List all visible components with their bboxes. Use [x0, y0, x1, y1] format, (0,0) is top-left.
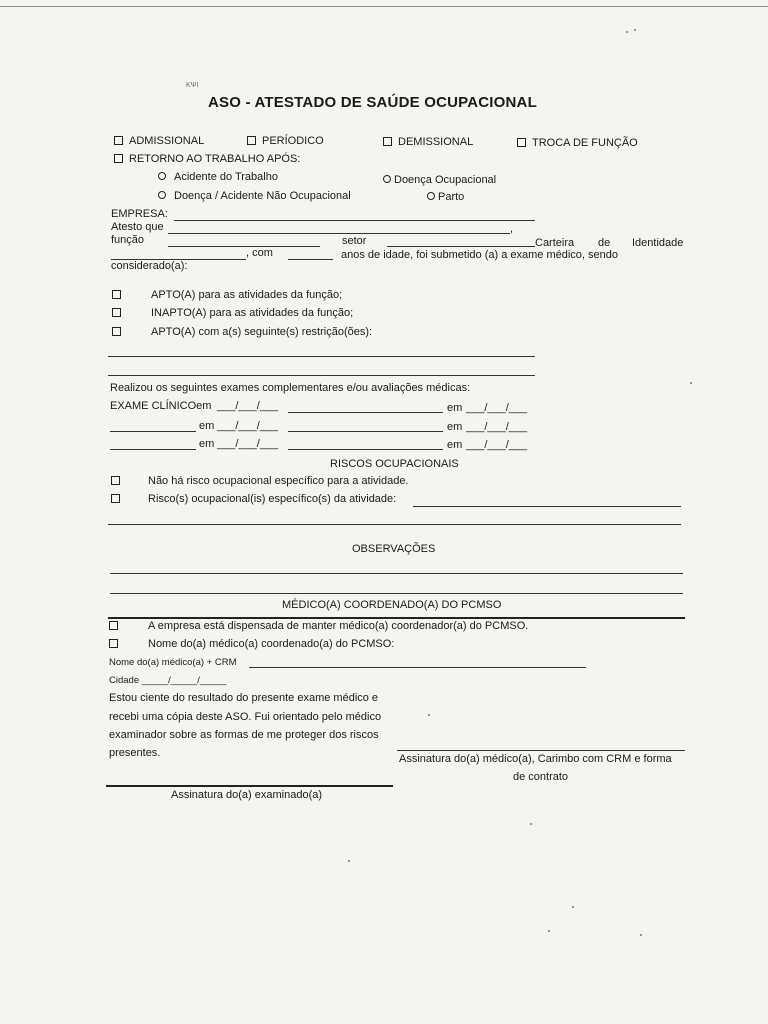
scan-speck	[348, 860, 350, 862]
option-label: INAPTO(A) para as atividades da função;	[151, 307, 354, 319]
option-label: Doença / Acidente Não Ocupacional	[174, 190, 351, 202]
em-label: em	[199, 420, 215, 432]
option-troca-funcao[interactable]	[517, 137, 638, 149]
atesto-field[interactable]	[168, 233, 510, 234]
scan-speck	[634, 29, 636, 31]
radio-icon	[158, 191, 166, 199]
observacoes-heading: OBSERVAÇÕES	[352, 543, 436, 555]
exame-date[interactable]: ___/___/___	[217, 420, 279, 432]
declaration-line-1: Estou ciente do resultado do presente exame médico e	[109, 692, 379, 704]
exame-clinico-label: EXAME CLÍNICOem	[110, 400, 212, 412]
exame-name-field[interactable]	[288, 431, 443, 432]
checkbox-icon	[111, 476, 120, 485]
radio-icon	[383, 175, 391, 183]
option-apto[interactable]	[112, 289, 342, 301]
checkbox-icon	[109, 621, 118, 630]
signature-medico-label-1: Assinatura do(a) médico(a), Carimbo com CRM e forma	[399, 753, 672, 765]
option-nome-coordenador[interactable]	[109, 638, 394, 650]
option-label: DEMISSIONAL	[398, 136, 474, 148]
checkbox-icon	[114, 136, 123, 145]
riscos-field[interactable]	[413, 506, 681, 507]
exame-date[interactable]: ___/___/___	[466, 402, 528, 414]
exames-intro: Realizou os seguintes exames complementares e/ou avaliações médicas:	[110, 382, 471, 394]
identidade-label: Identidade	[632, 237, 684, 249]
option-doenca-ocupacional[interactable]	[383, 174, 496, 186]
idade-field[interactable]	[288, 259, 333, 260]
option-label: ADMISSIONAL	[129, 135, 205, 147]
option-label: Não há risco ocupacional específico para a atividade.	[148, 475, 409, 487]
exame-name-field[interactable]	[110, 431, 196, 432]
checkbox-icon	[114, 154, 123, 163]
scan-speck	[428, 714, 430, 716]
radio-icon	[158, 172, 166, 180]
funcao-label: função	[111, 234, 145, 246]
declaration-line-4: presentes.	[109, 747, 161, 759]
option-admissional[interactable]	[114, 135, 204, 147]
option-label: Parto	[438, 191, 465, 203]
nome-crm-field[interactable]	[249, 667, 586, 668]
option-inapto[interactable]	[112, 307, 353, 319]
observacoes-line-1[interactable]	[110, 573, 683, 574]
exame-clinico-date[interactable]: ___/___/___	[217, 400, 279, 412]
riscos-line-2[interactable]	[108, 524, 681, 525]
option-doenca-nao-ocupacional[interactable]	[158, 190, 351, 202]
riscos-heading: RISCOS OCUPACIONAIS	[330, 458, 459, 470]
option-label: A empresa está dispensada de manter médico(a) coordenador(a) do PCMSO.	[148, 620, 529, 632]
em-label: em	[447, 421, 463, 433]
option-label: TROCA DE FUNÇÃO	[532, 137, 638, 149]
signature-examinado-label: Assinatura do(a) examinado(a)	[171, 789, 323, 801]
option-label: RETORNO AO TRABALHO APÓS:	[129, 153, 301, 165]
radio-icon	[427, 192, 435, 200]
scan-speck	[626, 31, 628, 33]
option-label: PERÍODICO	[262, 135, 324, 147]
observacoes-line-2[interactable]	[110, 593, 683, 594]
setor-field[interactable]	[387, 246, 535, 247]
scan-top-edge	[0, 6, 768, 7]
signature-examinado-line[interactable]	[106, 785, 393, 787]
checkbox-icon	[111, 494, 120, 503]
exame-name-field[interactable]	[288, 449, 443, 450]
scan-speck	[530, 823, 532, 825]
option-demissional[interactable]	[383, 136, 473, 148]
checkbox-icon	[383, 137, 392, 146]
restricao-line-2[interactable]	[108, 375, 535, 376]
scan-speck	[690, 382, 692, 384]
option-label: Nome do(a) médico(a) coordenado(a) do PCMSO:	[148, 638, 395, 650]
option-label: APTO(A) com a(s) seguinte(s) restrição(ões):	[151, 326, 373, 338]
checkbox-icon	[112, 308, 121, 317]
option-parto[interactable]	[427, 191, 464, 203]
signature-medico-line[interactable]	[397, 750, 685, 751]
em-label: em	[447, 402, 463, 414]
exame-date[interactable]: ___/___/___	[217, 438, 279, 450]
em-label: em	[447, 439, 463, 451]
empresa-label: EMPRESA:	[111, 208, 168, 220]
exame-date[interactable]: ___/___/___	[466, 421, 528, 433]
com-label: , com	[246, 247, 273, 259]
scan-mark: ΚΨΙ	[186, 82, 199, 89]
option-riscos-especificos[interactable]	[111, 493, 396, 505]
atesto-label: Atesto que	[111, 221, 164, 233]
cidade-field[interactable]: Cidade _____/_____/_____	[109, 675, 227, 686]
scan-speck	[548, 930, 550, 932]
exame-name-field[interactable]	[288, 412, 443, 413]
option-periodico[interactable]	[247, 135, 324, 147]
empresa-field[interactable]	[174, 220, 535, 221]
setor-label: setor	[342, 235, 367, 247]
checkbox-icon	[109, 639, 118, 648]
declaration-line-2: recebi uma cópia deste ASO. Fui orientado pelo médico	[109, 711, 382, 723]
carteira-label: Carteira	[535, 237, 575, 249]
considerado-label: considerado(a):	[111, 260, 188, 272]
exame-name-field[interactable]	[110, 449, 196, 450]
option-empresa-dispensada[interactable]	[109, 620, 528, 632]
option-label: Doença Ocupacional	[394, 174, 497, 186]
checkbox-icon	[112, 290, 121, 299]
option-label: Risco(s) ocupacional(is) específico(s) da atividade:	[148, 493, 397, 505]
checkbox-icon	[517, 138, 526, 147]
option-nao-ha-risco[interactable]	[111, 475, 409, 487]
signature-medico-label-2: de contrato	[513, 771, 569, 783]
page-title: ASO - ATESTADO DE SAÚDE OCUPACIONAL	[208, 94, 537, 111]
funcao-field[interactable]	[168, 246, 320, 247]
restricao-line-1[interactable]	[108, 356, 535, 357]
em-label: em	[199, 438, 215, 450]
pcmso-heading: MÉDICO(A) COORDENADO(A) DO PCMSO	[282, 599, 502, 611]
declaration-line-3: examinador sobre as formas de me proteger dos riscos	[109, 729, 379, 741]
option-retorno[interactable]	[114, 153, 300, 165]
atesto-comma: ,	[510, 223, 514, 235]
scan-speck	[572, 906, 574, 908]
pcmso-divider	[108, 617, 685, 619]
option-label: APTO(A) para as atividades da função;	[151, 289, 343, 301]
checkbox-icon	[112, 327, 121, 336]
anos-text: anos de idade, foi submetido (a) a exame médico, sendo	[341, 249, 618, 261]
scan-speck	[640, 934, 642, 936]
option-label: Acidente do Trabalho	[174, 171, 278, 183]
exame-date[interactable]: ___/___/___	[466, 439, 528, 451]
de-label: de	[598, 237, 611, 249]
checkbox-icon	[247, 136, 256, 145]
nome-crm-label: Nome do(a) médico(a) + CRM	[109, 657, 237, 668]
option-apto-restricao[interactable]	[112, 326, 372, 338]
option-acidente-trabalho[interactable]	[158, 171, 278, 183]
